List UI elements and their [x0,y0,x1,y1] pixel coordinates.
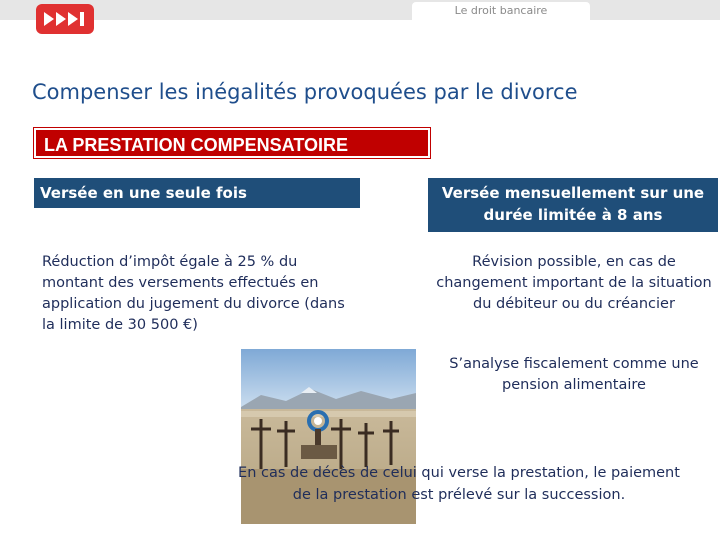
right-text-revision: Révision possible, en cas de changement important de la situation du débiteur ou du créancier [436,254,712,312]
top-bar [0,0,720,20]
right-text-fiscal: S’analyse fiscalement comme une pension alimentaire [449,356,699,393]
left-heading: Versée en une seule fois [34,178,360,208]
header-tab: Le droit bancaire [412,2,590,22]
page-title: Compenser les inégalités provoquées par le divorce [32,80,578,104]
left-text: Réduction d’impôt égale à 25 % du montant des versements effectués en application du jugement du divorce (dans la limite de 30 500 €) [42,254,345,333]
right-heading: Versée mensuellement sur une durée limitée à 8 ans [428,178,718,232]
bottom-text: En cas de décès de celui qui verse la prestation, le paiement de la prestation est prélevé sur la succession. [238,465,680,503]
play-forward-icon [42,11,88,27]
logo [36,4,94,34]
section-banner: LA PRESTATION COMPENSATOIRE [34,128,430,158]
